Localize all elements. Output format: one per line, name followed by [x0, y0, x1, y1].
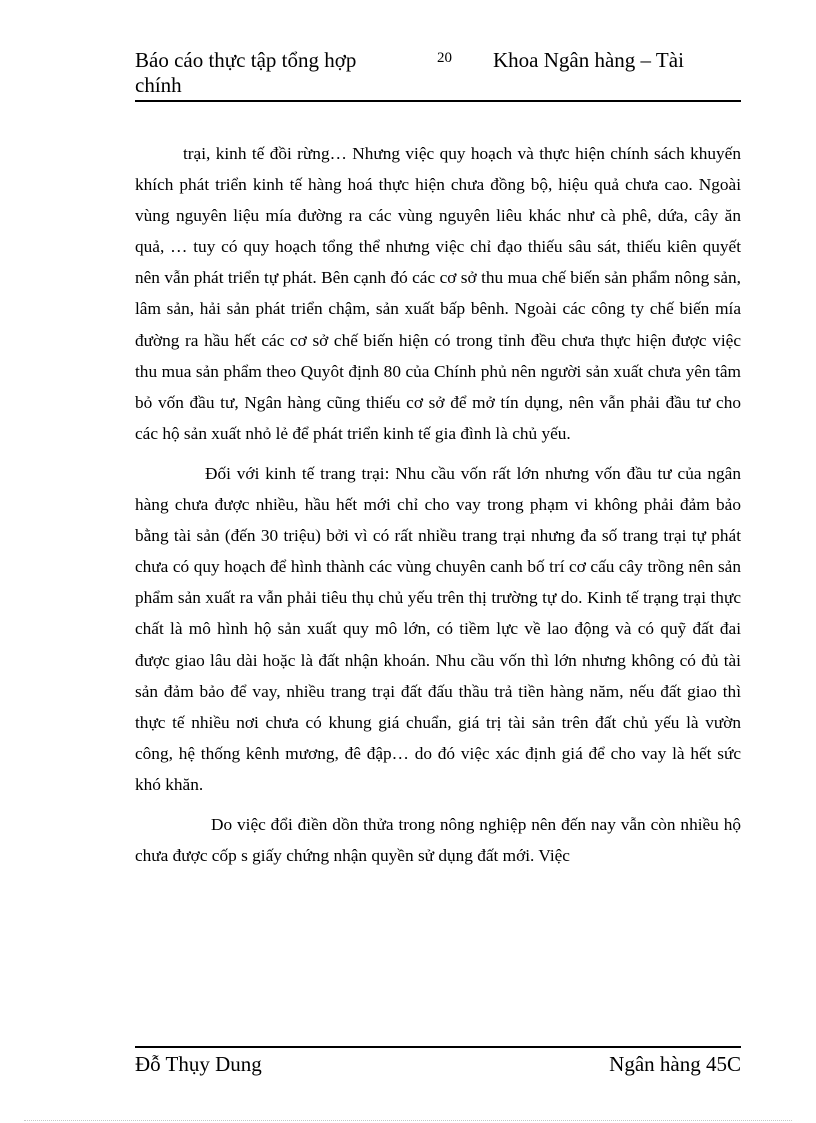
page-number: 20 [437, 50, 452, 66]
department-name: Khoa Ngân hàng – Tài [493, 48, 684, 72]
author-name: Đỗ Thụy Dung [135, 1052, 262, 1076]
paragraph-2: Đối với kinh tế trang trại: Nhu cầu vốn rất lớn nhưng vốn đầu tư của ngân hàng chưa được nhiều, hầu hết mới chỉ cho vay trong phạm vi không phải đảm bảo bằng tài sản (đến 30 triệu) bởi vì có rất nhiều trang trại nhưng đa số trang trại tự phát chưa có quy hoạch để hình thành các vùng chuyên canh bố trí cơ cấu cây trồng nên sản phẩm sản xuất ra vẫn phải tiêu thụ chủ yếu trên thị trường tự do. Kinh tế trạng trại thực chất là mô hình hộ sản xuất quy mô lớn, có tiềm lực về lao động và có quỹ đất đai được giao lâu dài hoặc là đất nhận khoán. Nhu cầu vốn thì lớn nhưng không có đủ tài sản đảm bảo để vay, nhiều trang trại đất đấu thầu trả tiền hàng năm, nếu đất giao thì thực tế nhiều nơi chưa có khung giá chuẩn, giá trị tài sản trên đất chủ yếu là vườn công, hệ thống kênh mương, đê đập… do đó việc xác định giá để cho vay là hết sức khó khăn. [135, 463, 741, 794]
page-header [135, 48, 741, 102]
document-body [135, 138, 741, 880]
class-name: Ngân hàng 45C [609, 1052, 741, 1076]
page-boundary-divider [24, 1120, 792, 1121]
page-footer [135, 1046, 741, 1084]
paragraph-3: Do việc đổi điền dồn thửa trong nông nghiệp nên đến nay vẫn còn nhiều hộ chưa được cốp s giấy chứng nhận quyền sử dụng đất mới. Việc [135, 814, 741, 866]
paragraph-1: trại, kinh tế đồi rừng… Nhưng việc quy hoạch và thực hiện chính sách khuyến khích phát triển kinh tế hàng hoá thực hiện chưa đồng bộ, hiệu quả chưa cao. Ngoài vùng nguyên liệu mía đường ra các vùng nguyên liêu khác như cà phê, dứa, cây ăn quả, … tuy có quy hoạch tổng thể nhưng việc chỉ đạo thiếu sâu sát, thiếu kiên quyết nên vẫn phát triển tự phát. Bên cạnh đó các cơ sở thu mua chế biến sản phẩm nông sản, lâm sản, hải sản phát triển chậm, sản xuất bấp bênh. Ngoài các công ty chế biến mía đường ra hầu hết các cơ sở chế biến hiện có trong tỉnh đều chưa thực hiện được việc thu mua sản phẩm theo Quyôt định 80 của Chính phủ nên người sản xuất chưa yên tâm bỏ vốn đầu tư, Ngân hàng cũng thiếu cơ sở để mở tín dụng, nên vẫn phải đầu tư cho các hộ sản xuất nhỏ lẻ để phát triển kinh tế gia đình là chủ yếu. [135, 144, 741, 443]
report-title: Báo cáo thực tập tổng hợp chính [135, 48, 357, 97]
